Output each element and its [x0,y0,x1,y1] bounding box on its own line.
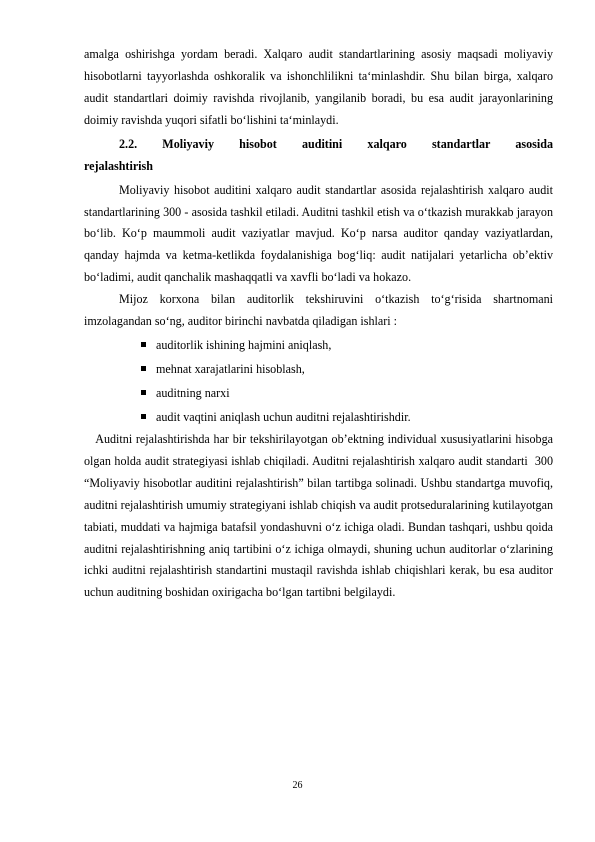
intro-paragraph: amalga oshirishga yordam beradi. Xalqaro audit standartlarining asosiy maqsadi moliyaviy hisobotlarni tayyorlashda oshkoralik va ishonchlilikni ta‘minlashdir. Shu bilan birga, xalqaro audit standartlari doimiy ravishda rivojlanib, yangilanib boradi, bu esa audit jarayonlarining doimiy ravishda yuqori sifatli bo‘lishini ta‘minlaydi. [84,47,553,127]
planning-paragraph: Moliyaviy hisobot auditini xalqaro audit standartlar asosida rejalashtirish xalqaro audit standartlarining 300 - asosida tashkil etiladi. Auditni tashkil etish va o‘tkazish murakkab jarayon bo‘lib. Ko‘p maummoli audit vaziyatlar mavjud. Ko‘p narsa auditor qanday vaziyatlardan, qanday hajmda va ketma-ketlikda foydalanishiga bog‘liq: audit natijalari yetarlicha ob’ektiv bo‘ladimi, audit qanchalik mashaqqatli va xavfli bo‘ladi va hokazo. [84,182,553,285]
section-heading-line-2: rejalashtirish [84,158,153,173]
list-item-text: audit vaqtini aniqlash uchun auditni rejalashtirishdir. [156,409,411,424]
list-item [141,357,553,381]
square-bullet-icon [141,342,146,347]
square-bullet-icon [141,390,146,395]
section-heading-line-1: 2.2. Moliyaviy hisobot auditini xalqaro standartlar asosida [119,136,553,151]
page-number: 26 [292,780,303,791]
auditor-tasks-list [84,333,553,429]
list-item [141,405,553,429]
strategy-paragraph: Auditni rejalashtirishda har bir tekshirilayotgan ob’ektning individual xususiyatlarini hisobga olgan holda audit strategiyasi ishlab chiqiladi. Auditni rejalashtirish xalqaro audit standarti 300 “Moliyaviy hisobotlar auditini rejalashtirish” bilan tartibga solinadi. Ushbu standartga muvofiq, auditni rejalashtirish umumiy strategiyani ishlab chiqish va audit protseduralarining kutilayotgan tabiati, muddati va hajmiga batafsil yondashuvni o‘z ichiga oladi. Bundan tashqari, ushbu qoida auditni rejalashtirishning aniq tartibini o‘z ichiga olmaydi, shuning uchun auditorlar o‘zlarining ichki auditni rejalashtirish standartini mustaqil ravishda ishlab chiqishlari kerak, bu esa auditor uchun auditning boshidan oxirigacha bo‘lgan tartibni belgilaydi. [84,431,557,600]
section-heading [84,133,553,177]
contract-paragraph: Mijoz korxona bilan auditorlik tekshiruvini o‘tkazish to‘g‘risida shartnomani imzolagandan so‘ng, auditor birinchi navbatda qiladigan ishlari : [84,292,553,329]
list-item-text: mehnat xarajatlarini hisoblash, [156,361,305,376]
square-bullet-icon [141,366,146,371]
list-item-text: auditorlik ishining hajmini aniqlash, [156,337,332,352]
document-page [84,44,557,604]
list-item [141,333,553,357]
list-item [141,381,553,405]
square-bullet-icon [141,414,146,419]
list-item-text: auditning narxi [156,385,230,400]
